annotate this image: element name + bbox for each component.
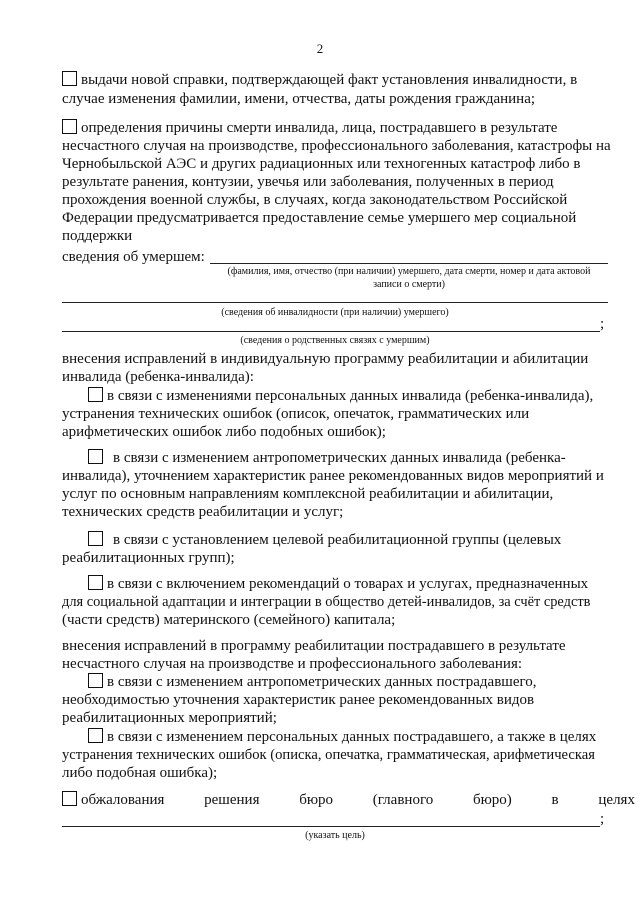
appeal-line-1: [62, 791, 635, 810]
appeal-semicolon: ;: [600, 811, 605, 827]
relations-semicolon: ;: [600, 316, 605, 332]
ipra-sub4-text-2: для социальной адаптации и интеграции в общество детей-инвалидов, за счёт средств: [62, 594, 591, 610]
ipra-text-1: внесения исправлений в индивидуальную программу реабилитации и абилитации: [62, 351, 589, 367]
reissue-line-1: [62, 71, 610, 90]
ipra-personal-data-checkbox[interactable]: [88, 387, 103, 402]
relations-field[interactable]: [62, 331, 600, 332]
ipra-text-2: инвалида (ребенка-инвалида):: [62, 369, 254, 385]
prp-sub1-text-2: необходимостью уточнения характеристик ранее рекомендованных видов: [62, 692, 535, 708]
cause-text-7: поддержки: [62, 228, 133, 244]
cause-text-2: несчастного случая на производстве, профессионального заболевания, катастрофы на: [62, 138, 611, 154]
page-number: 2: [316, 41, 324, 56]
ipra-target-group-checkbox[interactable]: [88, 531, 103, 546]
ipra-maternity-capital-checkbox[interactable]: [88, 575, 103, 590]
deceased-caption-2: (сведения об инвалидности (при наличии) умершего): [221, 307, 449, 318]
cause-text-6: Федерации предусматривается предоставление семье умершего мер социальной: [62, 210, 577, 226]
cause-line-1: [62, 119, 610, 138]
reissue-text-1: выдачи новой справки, подтверждающей факт установления инвалидности, в: [81, 72, 578, 88]
deceased-caption-1b: записи о смерти): [373, 279, 445, 290]
appeal-purpose-field[interactable]: [62, 826, 600, 827]
ipra-sub3-text-2: реабилитационных групп);: [62, 550, 235, 566]
disability-info-field[interactable]: [62, 302, 608, 303]
ipra-sub2-text-2: инвалида), уточнением характеристик ранее рекомендованных видов мероприятий и: [62, 468, 604, 484]
deceased-caption-1a: (фамилия, имя, отчество (при наличии) умершего, дата смерти, номер и дата актовой: [227, 266, 591, 277]
ipra-sub1-text-3: арифметических ошибок либо подобных ошибок);: [62, 424, 386, 440]
cause-text-1: определения причины смерти инвалида, лица, пострадавшего в результате: [81, 120, 558, 136]
prp-anthropometric-checkbox[interactable]: [88, 673, 103, 688]
prp-text-1: внесения исправлений в программу реабилитации пострадавшего в результате: [62, 638, 566, 654]
ipra-sub3-line-1: в связи с установлением целевой реабилитационной группы (целевых: [62, 531, 610, 550]
appeal-checkbox[interactable]: [62, 791, 77, 806]
ipra-anthropometric-checkbox[interactable]: [88, 449, 103, 464]
appeal-text: обжалования решения бюро (главного бюро) в целях: [81, 792, 635, 808]
cause-text-4: результате ранения, контузии, увечья или заболевания, полученных в период: [62, 174, 554, 190]
prp-personal-data-checkbox[interactable]: [88, 728, 103, 743]
deceased-label: сведения об умершем:: [62, 249, 205, 265]
appeal-caption: (указать цель): [305, 830, 365, 841]
cause-of-death-checkbox[interactable]: [62, 119, 77, 134]
ipra-sub2-text-3: услуг по основным направлениям комплексной реабилитации и абилитации,: [62, 486, 554, 502]
reissue-checkbox[interactable]: [62, 71, 77, 86]
prp-sub2-text-3: либо подобная ошибка);: [62, 765, 218, 781]
ipra-sub2-text-4: технических средств реабилитации и услуг;: [62, 504, 344, 520]
cause-text-3: Чернобыльской АЭС и других радиационных или техногенных катастроф либо в: [62, 156, 581, 172]
prp-sub2-text-2: устранения технических ошибок (описка, опечатка, грамматическая, арифметическая: [62, 747, 595, 763]
ipra-sub1-line-1: в связи с изменениями персональных данных инвалида (ребенка-инвалида),: [62, 387, 610, 406]
deceased-caption-3: (сведения о родственных связях с умершим): [240, 335, 430, 346]
prp-sub1-text-3: реабилитационных мероприятий;: [62, 710, 277, 726]
prp-sub1-line-1: в связи с изменением антропометрических данных пострадавшего,: [62, 673, 610, 692]
prp-sub2-line-1: в связи с изменением персональных данных пострадавшего, а также в целях: [62, 728, 610, 747]
reissue-text-2: случае изменения фамилии, имени, отчества, даты рождения гражданина;: [62, 91, 536, 107]
deceased-name-field[interactable]: [210, 263, 608, 264]
ipra-sub2-line-1: в связи с изменением антропометрических данных инвалида (ребенка-: [62, 449, 610, 468]
ipra-sub1-text-2: устранения технических ошибок (описок, опечаток, грамматических или: [62, 406, 530, 422]
prp-text-2: несчастного случая на производстве и профессионального заболевания:: [62, 656, 523, 672]
ipra-sub4-text-3: (части средств) материнского (семейного) капитала;: [62, 612, 396, 628]
cause-text-5: прохождения военной службы, в случаях, когда законодательством Российской: [62, 192, 568, 208]
ipra-sub4-line-1: в связи с включением рекомендаций о товарах и услугах, предназначенных: [62, 575, 610, 594]
